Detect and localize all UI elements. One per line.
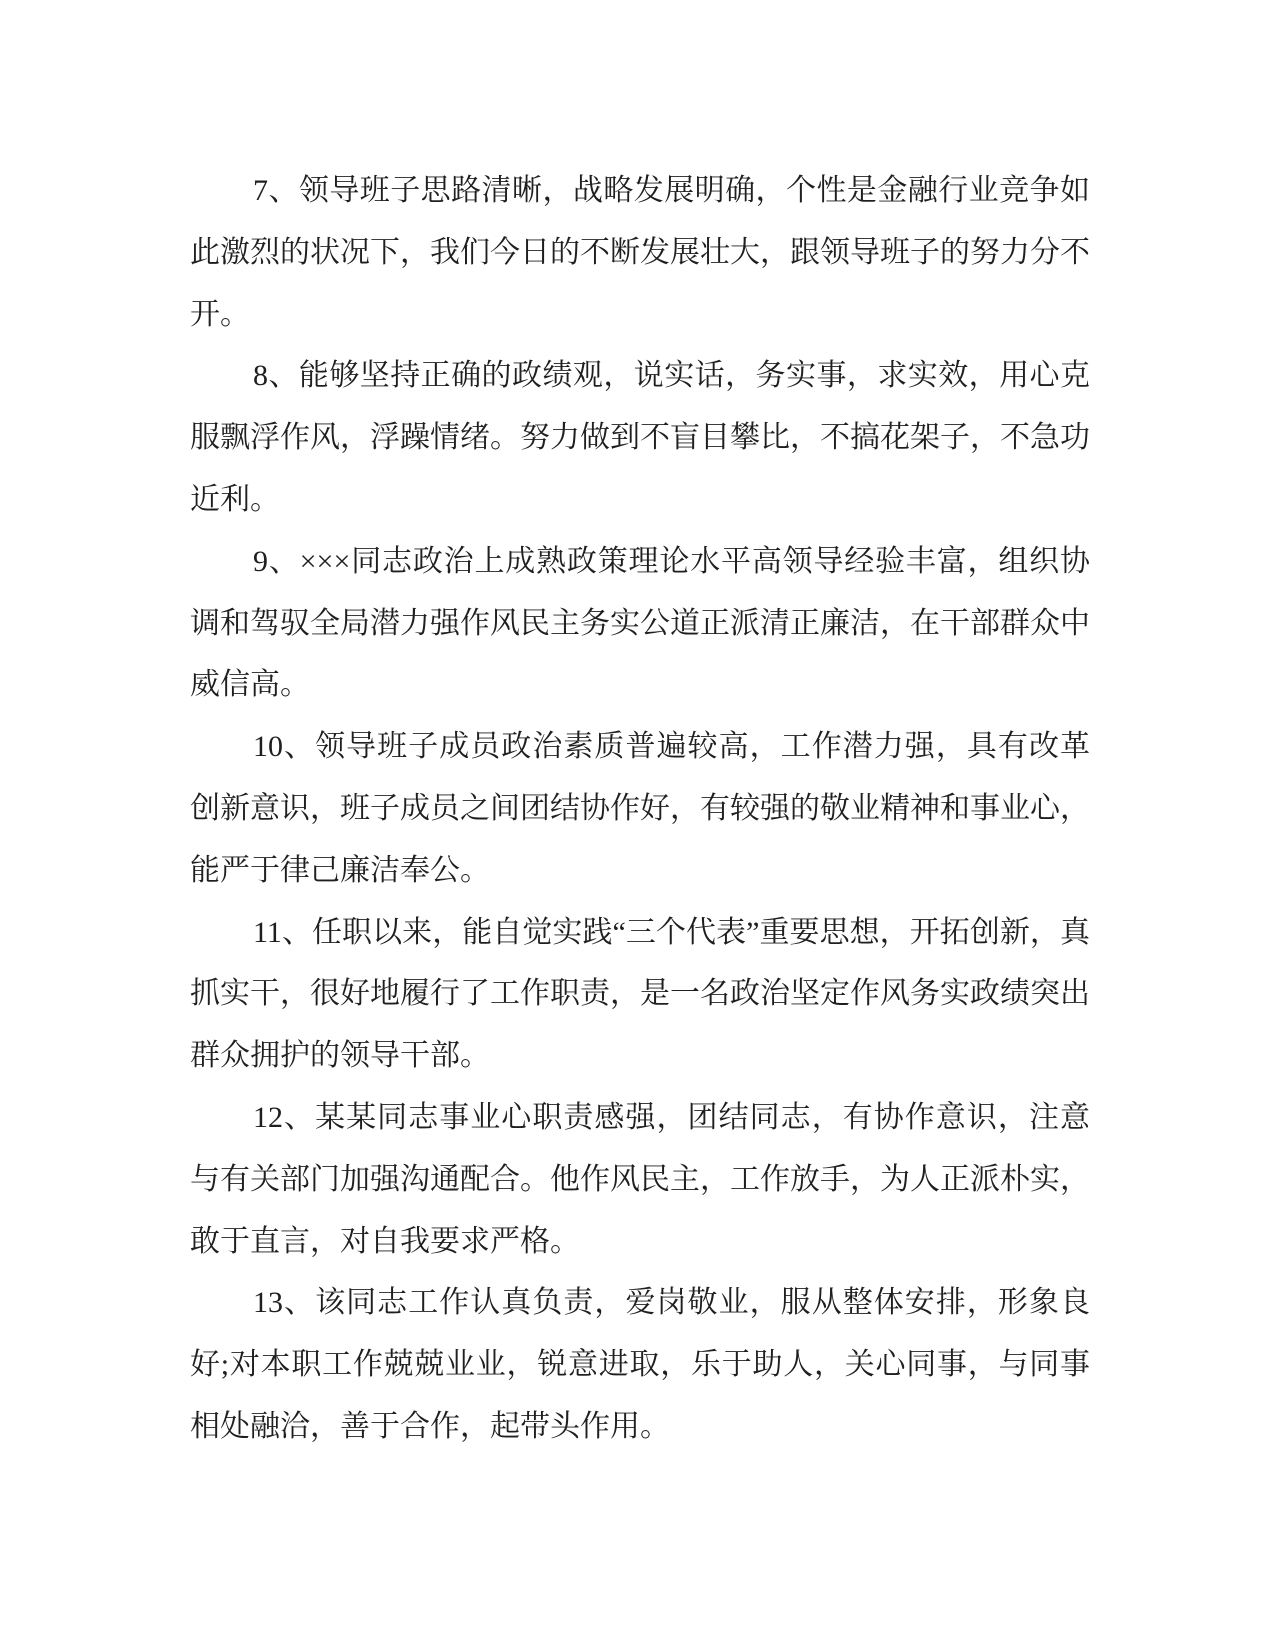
document-body: [190, 160, 1090, 1458]
paragraph-9: 9、×××同志政治上成熟政策理论水平高领导经验丰富，组织协调和驾驭全局潜力强作风民主务实公道正派清正廉洁，在干部群众中威信高。: [190, 544, 1090, 702]
paragraph-8: 8、能够坚持正确的政绩观，说实话，务实事，求实效，用心克服飘浮作风，浮躁情绪。努力做到不盲目攀比，不搞花架子，不急功近利。: [190, 359, 1090, 516]
paragraph-12: 12、某某同志事业心职责感强，团结同志，有协作意识，注意与有关部门加强沟通配合。他作风民主，工作放手，为人正派朴实，敢于直言，对自我要求严格。: [190, 1100, 1090, 1258]
paragraph-7: 7、领导班子思路清晰，战略发展明确，个性是金融行业竞争如此激烈的状况下，我们今日的不断发展壮大，跟领导班子的努力分不开。: [190, 174, 1090, 331]
paragraph-13: 13、该同志工作认真负责，爱岗敬业，服从整体安排，形象良好;对本职工作兢兢业业，锐意进取，乐于助人，关心同事，与同事相处融洽，善于合作，起带头作用。: [190, 1286, 1090, 1443]
paragraph-10: 10、领导班子成员政治素质普遍较高，工作潜力强，具有改革创新意识，班子成员之间团结协作好，有较强的敬业精神和事业心，能严于律己廉洁奉公。: [190, 730, 1090, 887]
paragraph-11: 11、任职以来，能自觉实践“三个代表”重要思想，开拓创新，真抓实干，很好地履行了工作职责，是一名政治坚定作风务实政绩突出群众拥护的领导干部。: [190, 915, 1090, 1073]
